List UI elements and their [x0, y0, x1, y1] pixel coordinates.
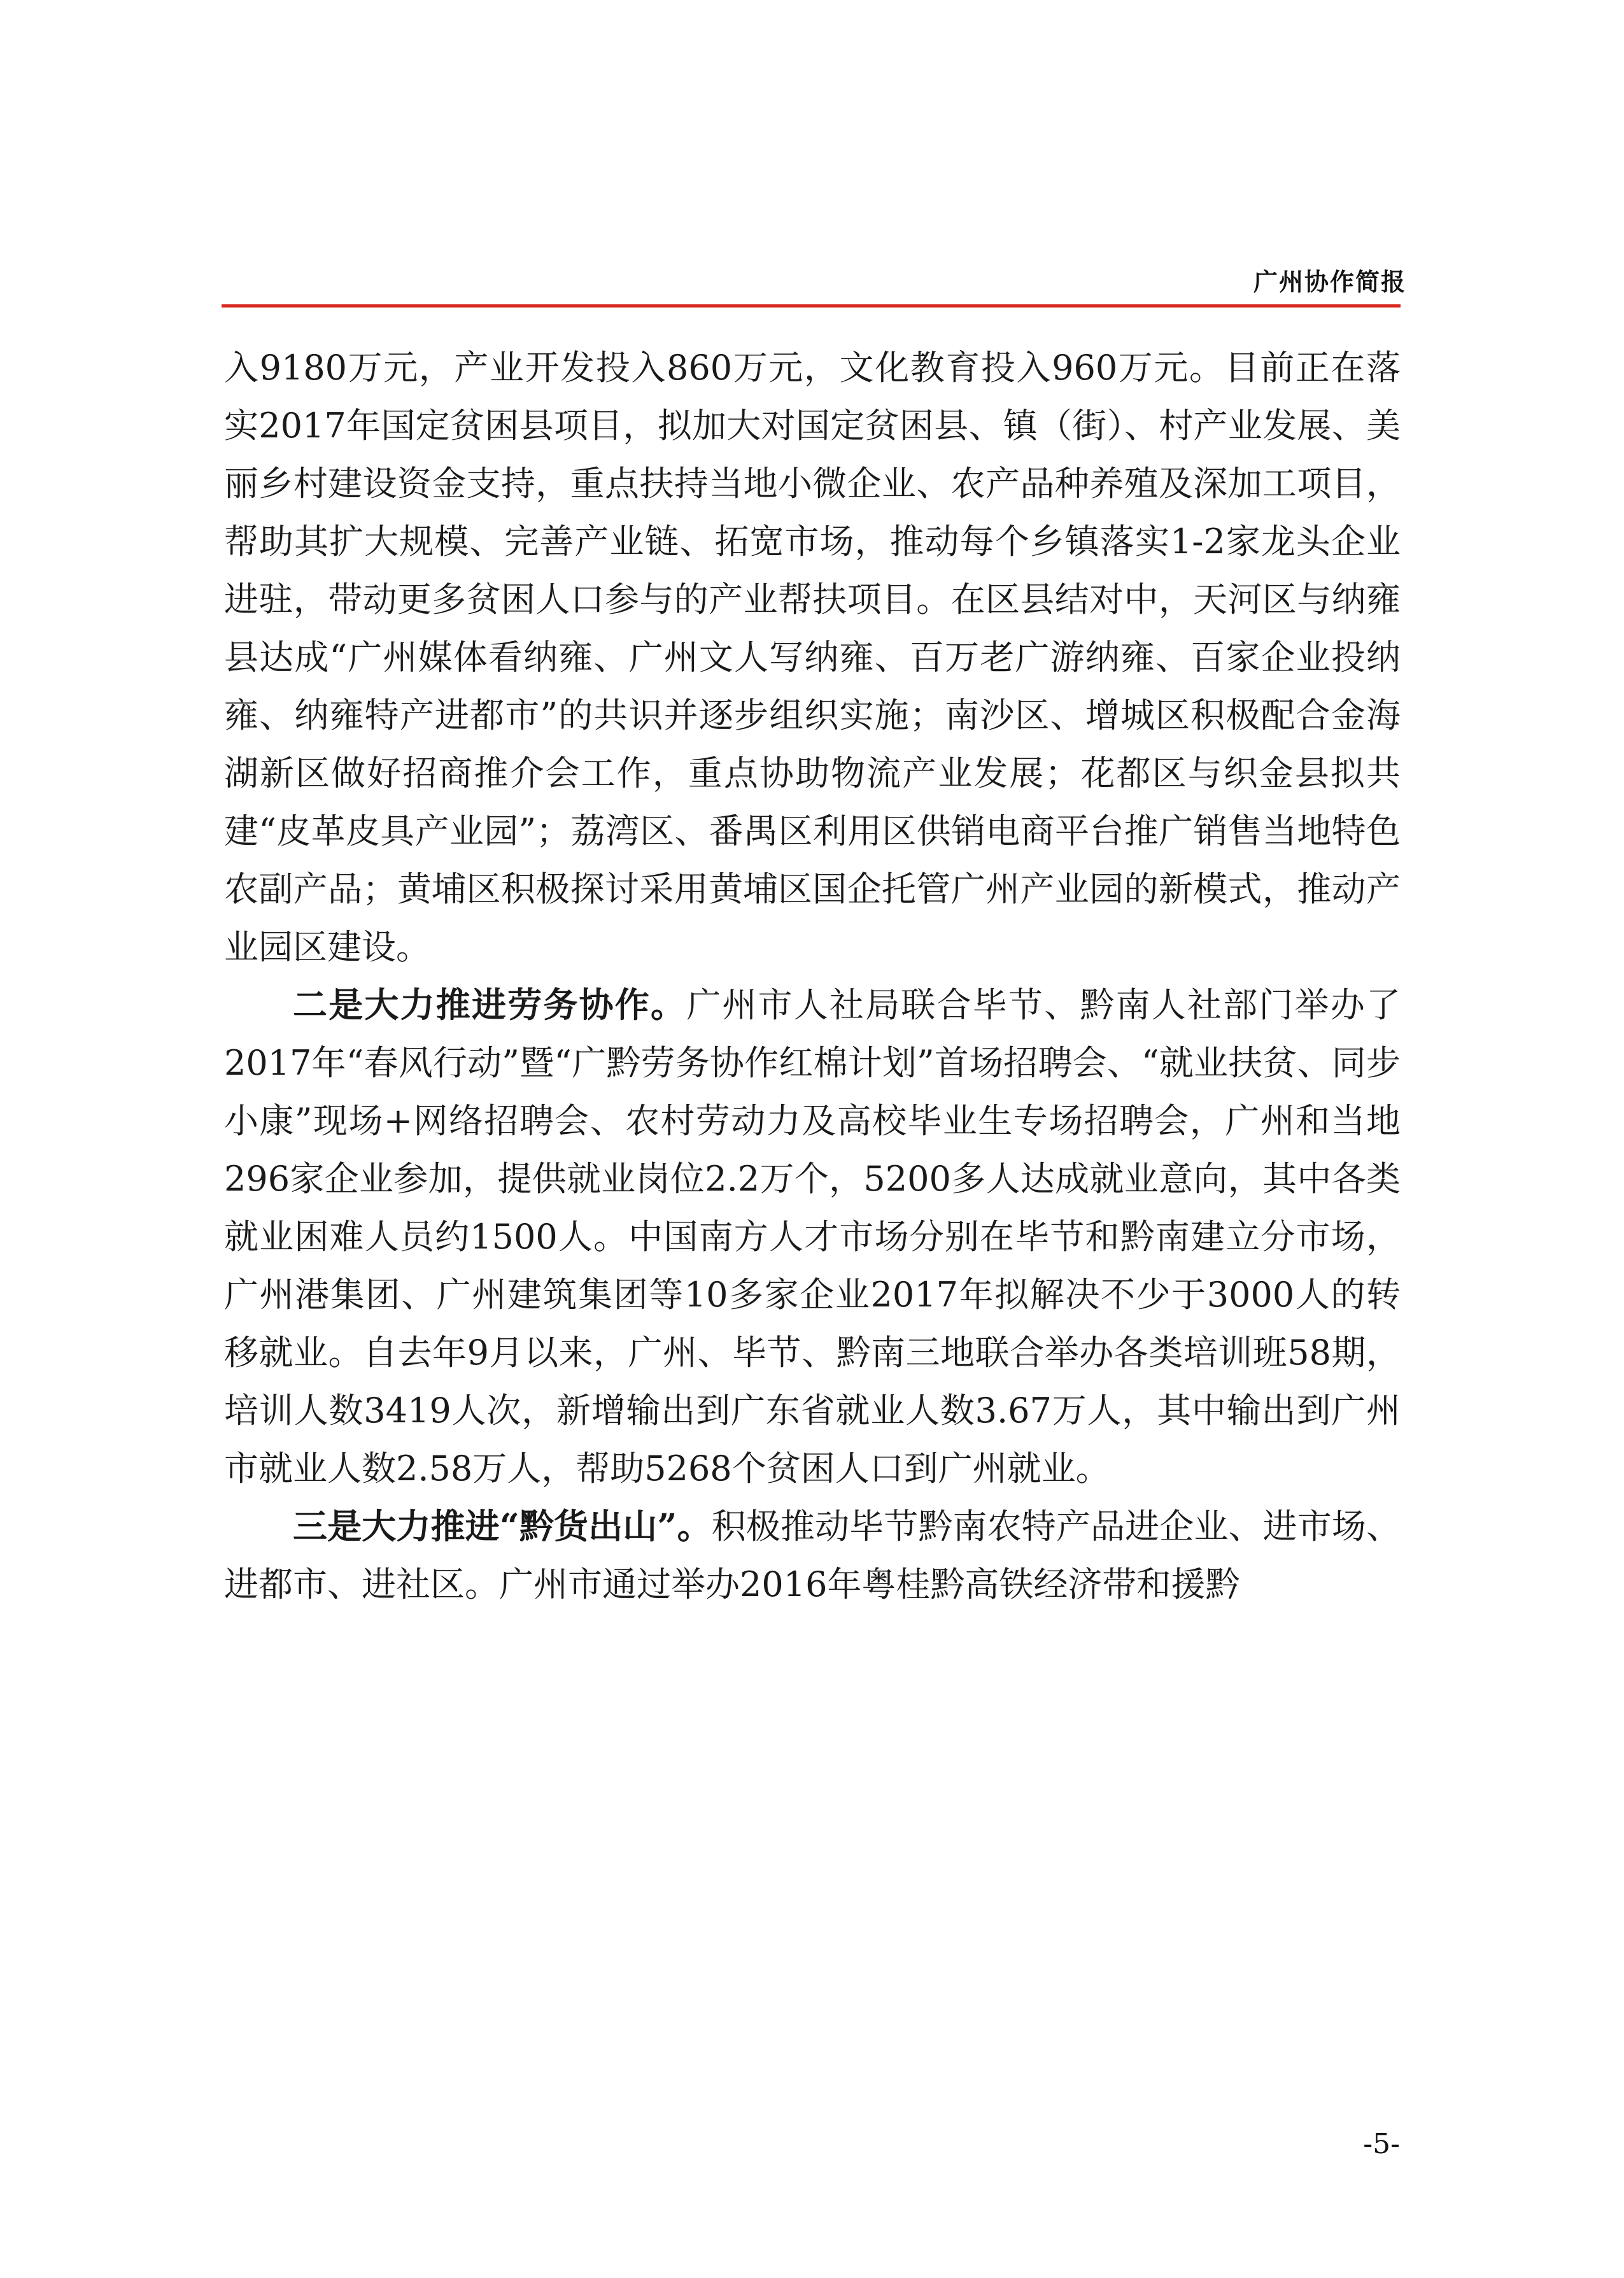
paragraph-1: 入9180万元，产业开发投入860万元，文化教育投入960万元。目前正在落实2017年国定贫困县项目，拟加大对国定贫困县、镇（街）、村产业发展、美丽乡村建设资金支持，重点扶持当地小微企业、农产品种养殖及深加工项目，帮助其扩大规模、完善产业链、拓宽市场，推动每个乡镇落实1-2家龙头企业进驻，带动更多贫困人口参与的产业帮扶项目。在区县结对中，天河区与纳雍县达成“广州媒体看纳雍、广州文人写纳雍、百万老广游纳雍、百家企业投纳雍、纳雍特产进都市”的共识并逐步组织实施；南沙区、增城区积极配合金海湖新区做好招商推介会工作，重点协助物流产业发展；花都区与织金县拟共建“皮革皮具产业园”；荔湾区、番禺区利用区供销电商平台推广销售当地特色农副产品；黄埔区积极探讨采用黄埔区国企托管广州产业园的新模式，推动产业园区建设。	[224, 348, 1401, 967]
paragraph-2	[224, 976, 1401, 1497]
paragraph-3	[224, 1497, 1401, 1613]
paragraph-3-lead: 三是大力推进“黔货出山”。	[293, 1506, 712, 1546]
page-number: -5-	[1363, 2128, 1400, 2160]
paragraph-3-text: 积极推动毕节黔南农特产品进企业、进市场、进都市、进社区。广州市通过举办2016年粤桂黔高铁经济带和援黔	[224, 1506, 1401, 1604]
paragraph-2-text: 广州市人社局联合毕节、黔南人社部门举办了2017年“春风行动”暨“广黔劳务协作红棉计划”首场招聘会、“就业扶贫、同步小康”现场+网络招聘会、农村劳动力及高校毕业生专场招聘会，广州和当地296家企业参加，提供就业岗位2.2万个，5200多人达成就业意向，其中各类就业困难人员约1500人。中国南方人才市场分别在毕节和黔南建立分市场，广州港集团、广州建筑集团等10多家企业2017年拟解决不少于3000人的转移就业。自去年9月以来，广州、毕节、黔南三地联合举办各类培训班58期，培训人数3419人次，新增输出到广东省就业人数3.67万人，其中输出到广州市就业人数2.58万人，帮助5268个贫困人口到广州就业。	[224, 985, 1401, 1489]
header-divider	[222, 304, 1401, 308]
paragraph-2-lead: 二是大力推进劳务协作。	[293, 984, 687, 1025]
body-text	[224, 339, 1401, 1613]
publication-title: 广州协作简报	[1253, 267, 1406, 296]
